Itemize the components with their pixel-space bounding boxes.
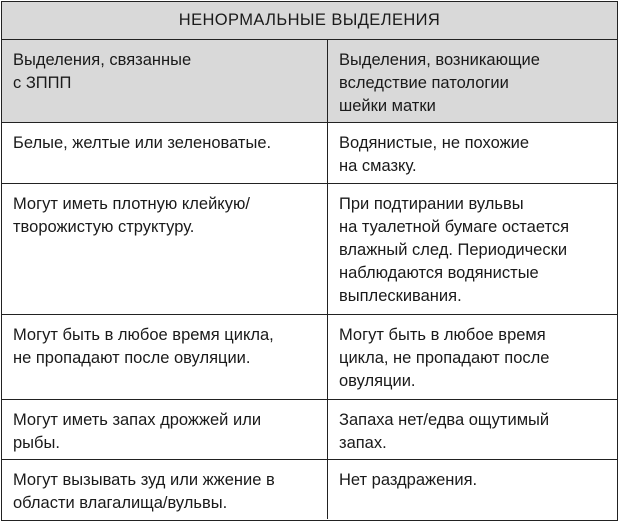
cell-line: влажный след. Периодически [339,241,568,259]
cell-cervix [327,400,617,459]
cell-line: на туалетной бумаге остается [339,218,570,236]
cell-line: рыбы. [13,434,60,452]
column-header-std-line: Выделения, связанные [13,51,192,69]
column-header-cervix-line: вследствие патологии [339,74,509,92]
column-header-cervix [327,40,617,122]
cell-line: области влагалища/вульвы. [13,494,228,512]
table-title: НЕНОРМАЛЬНЫЕ ВЫДЕЛЕНИЯ [178,11,441,29]
table-row [2,315,617,400]
cell-line: Могут иметь плотную клейкую/ [13,195,250,213]
cell-line: Могут быть в любое время цикла, [13,326,274,344]
table-row [2,400,617,460]
cell-line: не пропадают после овуляции. [13,349,251,367]
cell-line: Запаха нет/едва ощутимый [339,411,550,429]
cell-line: выплескивания. [339,287,462,305]
cell-cervix [327,460,617,519]
cell-line: Могут вызывать зуд или жжение в [13,471,275,489]
cell-cervix [327,315,617,399]
cell-cervix [327,184,617,314]
cell-std [2,184,327,314]
cell-std [2,123,327,183]
cell-line: При подтирании вульвы [339,195,524,213]
column-header-std [2,40,327,122]
column-header-cervix-line: Выделения, возникающие [339,51,540,69]
table-row [2,184,617,315]
cell-line: запах. [339,434,387,452]
cell-line: Могут быть в любое время [339,326,546,344]
cell-line: наблюдаются водянистые [339,264,539,282]
cell-std [2,460,327,519]
table-header-row [2,40,617,123]
cell-std [2,400,327,459]
cell-std [2,315,327,399]
table-row [2,460,617,519]
column-header-std-line: с ЗППП [13,74,72,92]
cell-line: Могут иметь запах дрожжей или [13,411,262,429]
cell-cervix [327,123,617,183]
cell-line: на смазку. [339,157,417,175]
table-row [2,123,617,184]
discharge-table [1,1,618,521]
cell-line: Водянистые, не похожие [339,134,530,152]
cell-line: овуляции. [339,372,416,390]
cell-line: Нет раздражения. [339,471,478,489]
cell-line: цикла, не пропадают после [339,349,550,367]
cell-line: Белые, желтые или зеленоватые. [13,134,272,152]
table-title-row [2,2,617,40]
column-header-cervix-line: шейки матки [339,97,436,115]
cell-line: творожистую структуру. [13,218,195,236]
